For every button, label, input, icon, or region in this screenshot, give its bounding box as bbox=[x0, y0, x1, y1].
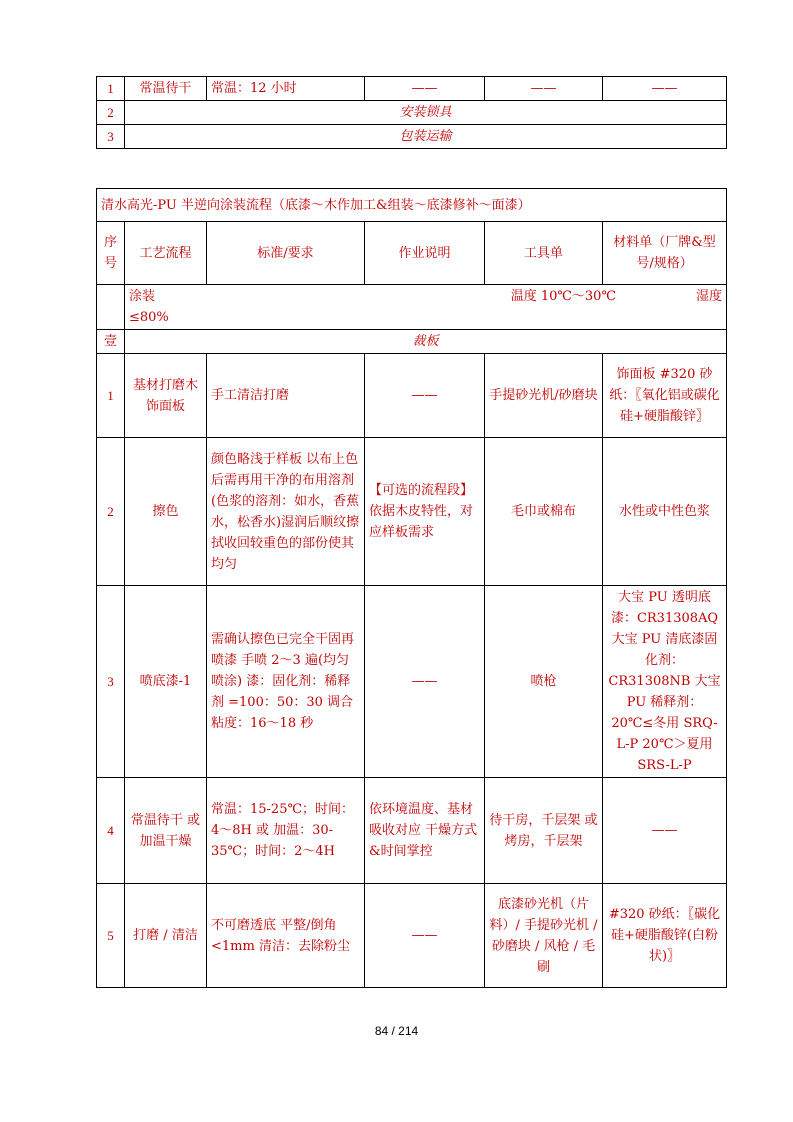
conditions-row bbox=[97, 285, 727, 330]
tools-cell: 毛巾或棉布 bbox=[485, 438, 603, 586]
desc-cell: 【可选的流程段】依据木皮特性，对应样板需求 bbox=[365, 438, 485, 586]
row-number: 2 bbox=[97, 101, 125, 125]
standard-cell: 常温：15-25℃；时间：4～8H 或 加温：30-35℃；时间：2～4H bbox=[207, 778, 365, 884]
standard-cell: 颜色略浅于样板 以布上色后需再用干净的布用溶剂(色浆的溶剂：如水，香蕉水，松香水)湿润后顺纹擦拭收回较重色的部份使其均匀 bbox=[207, 438, 365, 586]
section-label: 包装运输 bbox=[125, 125, 727, 149]
tools-cell: 待干房，千层架 或 烤房，千层架 bbox=[485, 778, 603, 884]
table-row bbox=[97, 101, 727, 125]
table-row bbox=[97, 438, 727, 586]
process-cell: 常温待干 或 加温干燥 bbox=[125, 778, 207, 884]
process-cell: 基材打磨木饰面板 bbox=[125, 354, 207, 438]
humidity-value: ≤80% bbox=[129, 310, 169, 325]
row-number: 4 bbox=[97, 778, 125, 884]
materials-cell: —— bbox=[603, 77, 727, 101]
table-row bbox=[97, 778, 727, 884]
desc-cell: 依环境温度、基材吸收对应 干燥方式&时间掌控 bbox=[365, 778, 485, 884]
header-desc: 作业说明 bbox=[365, 222, 485, 285]
header-materials: 材料单（厂牌&型号/规格） bbox=[603, 222, 727, 285]
row-number: 5 bbox=[97, 884, 125, 988]
section-label: 裁板 bbox=[125, 330, 727, 354]
row-number: 3 bbox=[97, 586, 125, 778]
standard-cell: 常温：12 小时 bbox=[207, 77, 365, 101]
process-cell: 常温待干 bbox=[125, 77, 207, 101]
desc-cell: —— bbox=[365, 586, 485, 778]
row-number: 1 bbox=[97, 354, 125, 438]
materials-cell: 饰面板 #320 砂纸：〖氧化铝或碳化硅+硬脂酸锌〗 bbox=[603, 354, 727, 438]
table-row bbox=[97, 884, 727, 988]
top-table bbox=[96, 76, 727, 149]
row-number: 3 bbox=[97, 125, 125, 149]
table-row bbox=[97, 125, 727, 149]
process-table bbox=[96, 188, 727, 988]
table-row bbox=[97, 77, 727, 101]
table-title: 清水高光-PU 半逆向涂装流程（底漆～木作加工&组装～底漆修补～面漆） bbox=[97, 189, 727, 222]
standard-cell: 需确认擦色已完全干固再喷漆 手喷 2～3 遍(均匀喷涂) 漆：固化剂：稀释剂 =100：50：30 调合粘度：16～18 秒 bbox=[207, 586, 365, 778]
header-standard: 标准/要求 bbox=[207, 222, 365, 285]
desc-cell: —— bbox=[365, 354, 485, 438]
process-cell: 擦色 bbox=[125, 438, 207, 586]
desc-cell: —— bbox=[365, 884, 485, 988]
standard-cell: 不可磨透底 平整/倒角<1mm 清洁：去除粉尘 bbox=[207, 884, 365, 988]
process-cell: 打磨 / 清洁 bbox=[125, 884, 207, 988]
table-row bbox=[97, 586, 727, 778]
materials-cell: 大宝 PU 透明底漆：CR31308AQ 大宝 PU 清底漆固化剂：CR31308NB 大宝 PU 稀释剂：20℃≤冬用 SRQ-L-P 20℃＞夏用 SRS-L-P bbox=[603, 586, 727, 778]
conditions-cell bbox=[125, 285, 727, 330]
materials-cell: —— bbox=[603, 778, 727, 884]
table-title-row bbox=[97, 189, 727, 222]
row-number: 1 bbox=[97, 77, 125, 101]
coating-label: 涂装 bbox=[129, 289, 156, 304]
desc-cell: —— bbox=[365, 77, 485, 101]
empty-cell bbox=[97, 285, 125, 330]
temperature-text: 温度 10℃～30℃ bbox=[510, 289, 616, 304]
page-number: 84 / 214 bbox=[374, 1024, 419, 1038]
standard-cell: 手工清洁打磨 bbox=[207, 354, 365, 438]
header-tools: 工具单 bbox=[485, 222, 603, 285]
tools-cell: 手提砂光机/砂磨块 bbox=[485, 354, 603, 438]
section-label: 安装锁具 bbox=[125, 101, 727, 125]
header-row bbox=[97, 222, 727, 285]
header-process: 工艺流程 bbox=[125, 222, 207, 285]
tools-cell: 底漆砂光机（片料）/ 手提砂光机 / 砂磨块 / 风枪 / 毛刷 bbox=[485, 884, 603, 988]
section-row bbox=[97, 330, 727, 354]
humidity-label: 湿度 bbox=[696, 289, 723, 304]
header-no: 序号 bbox=[97, 222, 125, 285]
materials-cell: #320 砂纸：〖碳化硅+硬脂酸锌(白粉状)〗 bbox=[603, 884, 727, 988]
process-cell: 喷底漆-1 bbox=[125, 586, 207, 778]
materials-cell: 水性或中性色浆 bbox=[603, 438, 727, 586]
table-row bbox=[97, 354, 727, 438]
section-number: 壹 bbox=[97, 330, 125, 354]
tools-cell: —— bbox=[485, 77, 603, 101]
row-number: 2 bbox=[97, 438, 125, 586]
tools-cell: 喷枪 bbox=[485, 586, 603, 778]
